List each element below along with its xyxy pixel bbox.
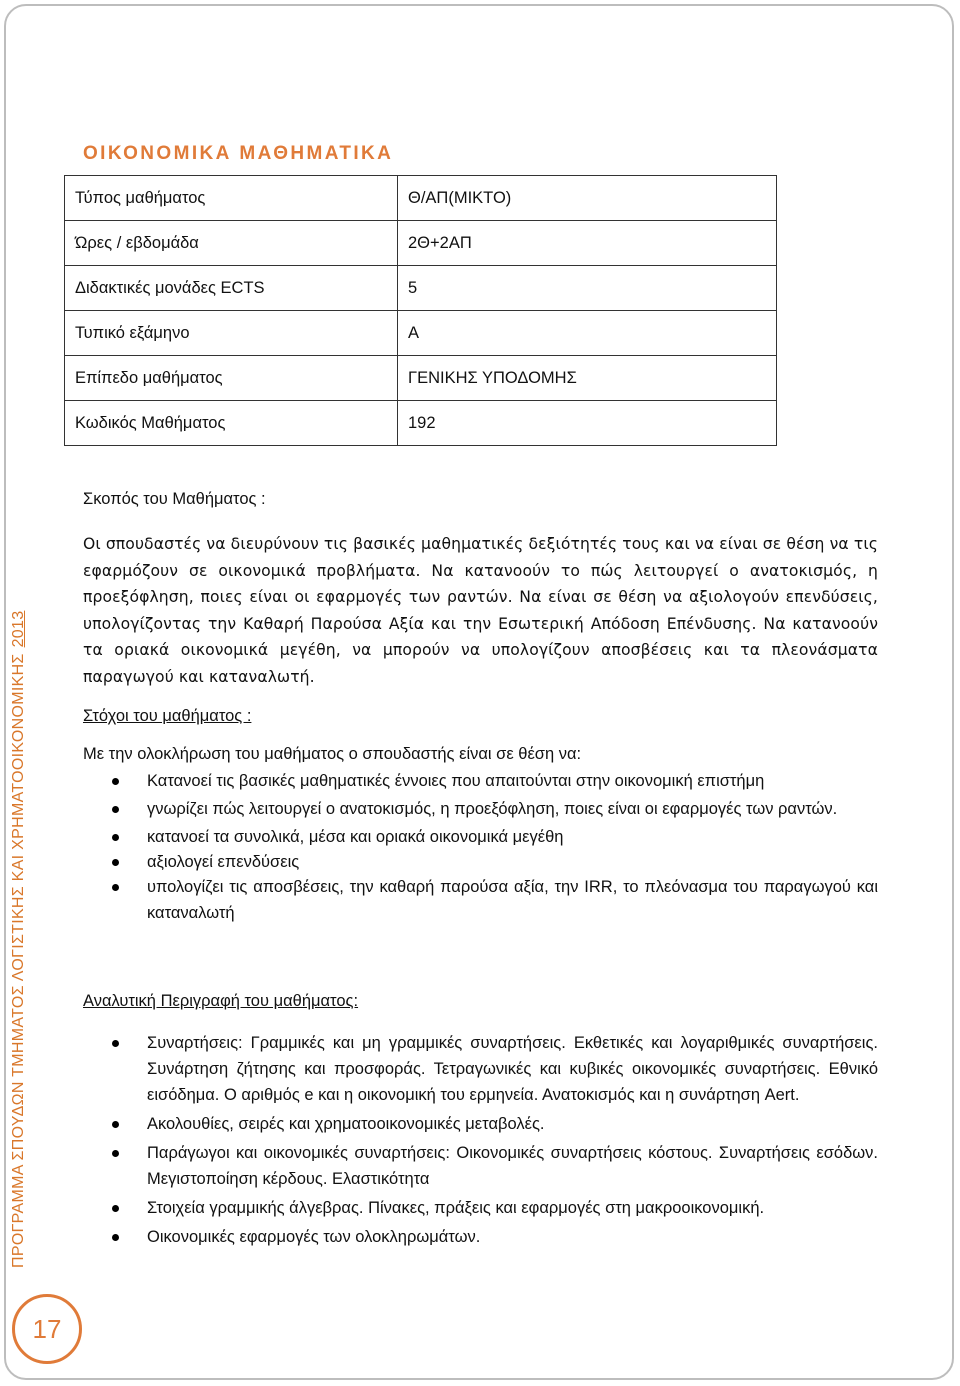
list-item — [83, 1111, 878, 1137]
page-number: 17 — [12, 1294, 82, 1364]
side-year: 2013 — [10, 610, 27, 648]
goal-text: κατανοεί τα συνολικά, μέσα και οριακά οικονομικά μεγέθη — [147, 828, 564, 846]
side-running-header — [10, 610, 36, 1268]
table-row — [65, 401, 777, 446]
description-text: Παράγωγοι και οικονομικές συναρτήσεις: Οικονομικές συναρτήσεις κόστους. Συναρτήσεις εσόδων. Μεγιστοποίηση κέρδους. Ελαστικότητα — [147, 1144, 878, 1188]
description-list — [83, 1030, 878, 1250]
row-label: Τύπος μαθήματος — [65, 176, 398, 221]
list-item — [83, 874, 878, 926]
row-value: 5 — [398, 266, 777, 311]
bullet-icon — [112, 859, 119, 866]
bullet-icon — [112, 778, 119, 785]
goal-text: υπολογίζει τις αποσβέσεις, την καθαρή παρούσα αξία, την IRR, το πλεόνασμα του παραγωγού και καταναλωτή — [147, 878, 878, 922]
bullet-icon — [112, 806, 119, 813]
table-row — [65, 176, 777, 221]
purpose-paragraph: Οι σπουδαστές να διευρύνουν τις βασικές μαθηματικές δεξιότητές τους και να είναι σε θέση να τις εφαρμόζουν σε οικονομικά προβλήματα. Να κατανοούν το πώς λειτουργεί ο ανατοκισμός, η προεξόφληση, ποιες είναι οι εφαρμογές των ραντών. Να είναι σε θέση να αξιολογούν επενδύσεις, υπολογίζοντας την Καθαρή Παρούσα Αξία και την Εσωτερική Απόδοση Επένδυσης. Να κατανοούν τα οριακά οικονομικά μεγέθη, να μπορούν να υπολογίζουν αποσβέσεις και τα πλεονάσματα παραγωγού και καταναλωτή. — [83, 535, 878, 686]
bullet-icon — [112, 834, 119, 841]
row-value: Θ/ΑΠ(ΜΙΚΤΟ) — [398, 176, 777, 221]
description-heading: Αναλυτική Περιγραφή του μαθήματος: — [83, 992, 359, 1010]
goal-text: Κατανοεί τις βασικές μαθηματικές έννοιες που απαιτούνται στην οικονομική επιστήμη — [147, 772, 765, 790]
bullet-icon — [112, 1150, 119, 1157]
row-value: 2Θ+2ΑΠ — [398, 221, 777, 266]
description-text: Οικονομικές εφαρμογές των ολοκληρωμάτων. — [147, 1228, 481, 1246]
table-row — [65, 311, 777, 356]
row-label: Διδακτικές μονάδες ECTS — [65, 266, 398, 311]
description-text: Συναρτήσεις: Γραμμικές και μη γραμμικές συναρτήσεις. Εκθετικές και λογαριθμικές συναρτήσεις. Συνάρτηση ζήτησης και προσφοράς. Τετραγωνικές και κυβικές οικονομικές συναρτήσεις. Εθνικό εισόδημα. Ο αριθμός e και η οικονομική του ερμηνεία. Ανατοκισμός και η συνάρτηση Aert. — [147, 1034, 878, 1104]
row-label: Επίπεδο μαθήματος — [65, 356, 398, 401]
row-label: Ώρες / εβδομάδα — [65, 221, 398, 266]
list-item — [83, 824, 878, 850]
row-value: ΓΕΝΙΚΗΣ ΥΠΟΔΟΜΗΣ — [398, 356, 777, 401]
course-title: ΟΙΚΟΝΟΜΙΚΑ ΜΑΘΗΜΑΤΙΚΑ — [83, 143, 394, 164]
table-row — [65, 356, 777, 401]
goal-text: αξιολογεί επενδύσεις — [147, 853, 300, 871]
row-label: Κωδικός Μαθήματος — [65, 401, 398, 446]
bullet-icon — [112, 1234, 119, 1241]
table-row — [65, 221, 777, 266]
bullet-icon — [112, 1121, 119, 1128]
row-value: Α — [398, 311, 777, 356]
list-item — [83, 796, 878, 822]
goal-text: γνωρίζει πώς λειτουργεί ο ανατοκισμός, η προεξόφληση, ποιες είναι οι εφαρμογές των ραντών. — [147, 800, 838, 818]
list-item — [83, 849, 878, 875]
table-row — [65, 266, 777, 311]
list-item — [83, 1224, 878, 1250]
goals-intro: Με την ολοκλήρωση του μαθήματος ο σπουδαστής είναι σε θέση να: — [83, 745, 582, 763]
goals-list — [83, 768, 878, 926]
description-text: Στοιχεία γραμμικής άλγεβρας. Πίνακες, πράξεις και εφαρμογές στη μακροοικονομική. — [147, 1199, 765, 1217]
bullet-icon — [112, 1040, 119, 1047]
side-title: ΠΡΟΓΡΑΜΜΑ ΣΠΟΥΔΩΝ ΤΜΗΜΑΤΟΣ ΛΟΓΙΣΤΙΚΗΣ ΚΑΙ ΧΡΗΜΑΤΟΟΙΚΟΝΟΜΙΚΗΣ — [10, 653, 27, 1268]
purpose-heading: Σκοπός του Μαθήματος : — [83, 490, 266, 508]
list-item — [83, 1195, 878, 1221]
course-info-table — [64, 175, 777, 446]
row-value: 192 — [398, 401, 777, 446]
list-item — [83, 768, 878, 794]
goals-heading: Στόχοι του μαθήματος : — [83, 707, 252, 725]
list-item — [83, 1030, 878, 1108]
description-text: Ακολουθίες, σειρές και χρηματοοικονομικές μεταβολές. — [147, 1115, 545, 1133]
list-item — [83, 1140, 878, 1192]
bullet-icon — [112, 884, 119, 891]
row-label: Τυπικό εξάμηνο — [65, 311, 398, 356]
bullet-icon — [112, 1205, 119, 1212]
